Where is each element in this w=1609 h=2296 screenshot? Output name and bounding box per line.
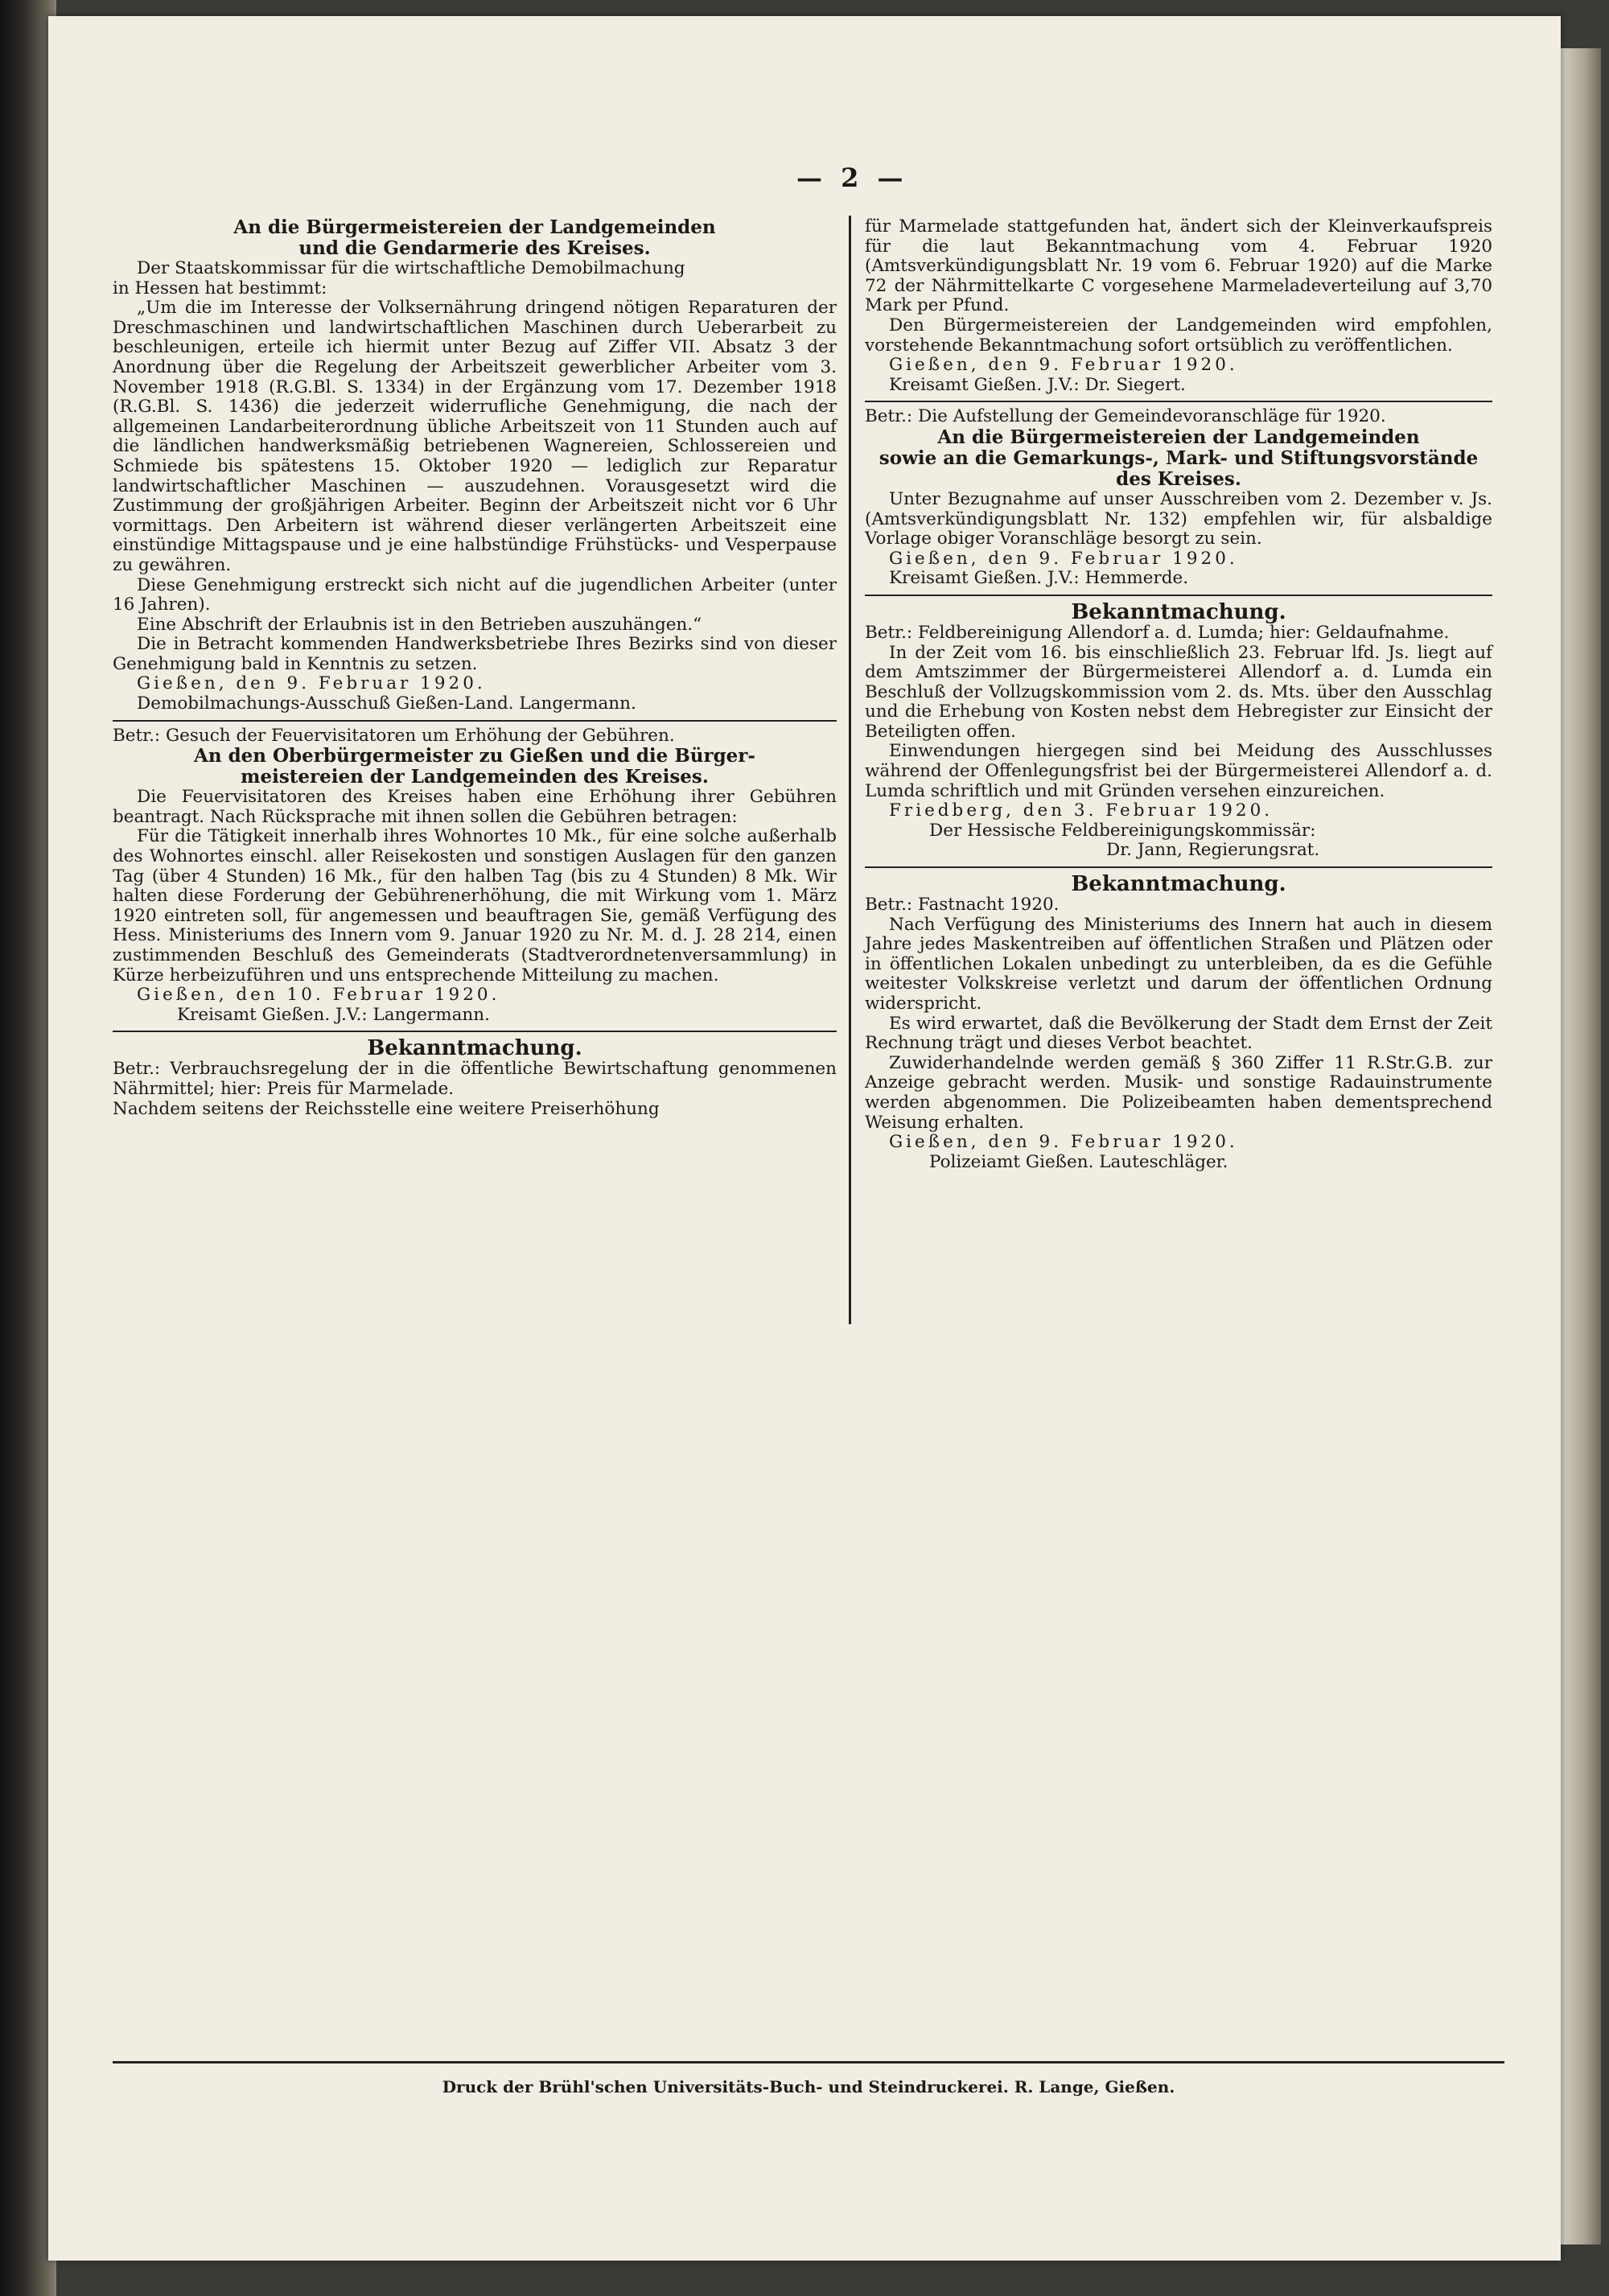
notice-heading: meistereien der Landgemeinden des Kreises. — [241, 766, 709, 788]
notice-feuervisitatoren — [113, 726, 837, 1026]
notice-signature: Dr. Jann, Regierungsrat. — [1106, 840, 1320, 861]
notice-date: Gießen, den 9. Februar 1920. — [889, 1132, 1238, 1153]
notice-heading: Bekanntmachung. — [1071, 872, 1286, 897]
notice-date: Gießen, den 9. Februar 1920. — [889, 355, 1238, 376]
notice-body: Diese Genehmigung erstreckt sich nicht auf die jugendlichen Arbeiter (unter 16 Jahren). — [113, 574, 837, 615]
notice-heading: Bekanntmachung. — [367, 1036, 582, 1061]
notice-subject: Betr.: Fastnacht 1920. — [865, 895, 1060, 916]
notice-heading: und die Gendarmerie des Kreises. — [298, 237, 651, 259]
notice-body: Einwendungen hiergegen sind bei Meidung des Ausschlusses während der Offenlegungsfrist bei der Bürgermeisterei Allendorf a. d. Lumda schriftlich und mit Gründen versehen einzureichen. — [865, 741, 1492, 801]
notice-signature: Polizeiamt Gießen. Lauteschläger. — [929, 1151, 1228, 1172]
section-rule — [865, 401, 1492, 402]
notice-intro: Der Staatskommissar für die wirtschaftliche Demobilmachung — [137, 258, 685, 278]
page-stack-edge — [1561, 48, 1601, 2245]
section-rule — [865, 595, 1492, 596]
notice-body: Nach Verfügung des Ministeriums des Innern hat auch in diesem Jahre jedes Maskentreiben auf öffentlichen Straßen und Plätzen oder in öffentlichen Lokalen unbedingt zu unterbleiben, da es die Gefühle weitester Volkskreise verletzt und darum der öffentlichen Ordnung widerspricht. — [865, 914, 1492, 1014]
notice-body: Es wird erwartet, daß die Bevölkerung der Stadt dem Ernst der Zeit Rechnung trägt und dieses Verbot beachtet. — [865, 1013, 1492, 1054]
left-column — [113, 217, 837, 1119]
footer-rule — [113, 2061, 1504, 2064]
printer-imprint: Druck der Brühl'schen Universitäts-Buch- und Steindruckerei. R. Lange, Gießen. — [442, 2077, 1175, 2096]
notice-heading: des Kreises. — [1116, 467, 1241, 490]
notice-date: Friedberg, den 3. Februar 1920. — [889, 800, 1274, 821]
notice-body: Zuwiderhandelnde werden gemäß § 360 Ziffer 11 R.Str.G.B. zur Anzeige gebracht werden. Musik- und sonstige Radauinstrumente werden abgenommen. Die Polizeibeamten haben dementsprechend Weisung erhalten. — [865, 1052, 1492, 1133]
section-rule — [113, 1031, 837, 1032]
notice-voranschlaege — [865, 407, 1492, 589]
notice-body: für Marmelade stattgefunden hat, ändert sich der Kleinverkaufspreis für die laut Bekanntmachung vom 4. Februar 1920 (Amtsverkündigungsblatt Nr. 19 vom 6. Februar 1920) auf die Marke 72 der Nährmittelkarte C vorgesehene Marmeladeverteilung auf 3,70 Mark per Pfund. — [865, 216, 1492, 316]
notice-body: Den Bürgermeistereien der Landgemeinden wird empfohlen, vorstehende Bekanntmachung sofort ortsüblich zu veröffentlichen. — [865, 315, 1492, 356]
notice-body: Die in Betracht kommenden Handwerksbetriebe Ihres Bezirks sind von dieser Genehmigung bald in Kenntnis zu setzen. — [113, 634, 837, 674]
notice-body: Die Feuervisitatoren des Kreises haben eine Erhöhung ihrer Gebühren beantragt. Nach Rücksprache mit ihnen sollen die Gebühren betragen: — [113, 787, 837, 827]
right-column — [865, 217, 1492, 1172]
section-rule — [865, 866, 1492, 868]
notice-demobilmachung — [113, 217, 837, 714]
notice-heading: sowie an die Gemarkungs-, Mark- und Stiftungsvorstände — [879, 446, 1479, 469]
notice-marmelade — [113, 1037, 837, 1119]
notice-signature: Kreisamt Gießen. J.V.: Dr. Siegert. — [889, 374, 1186, 395]
page-number: — 2 — — [796, 163, 908, 193]
notice-signature: Kreisamt Gießen. J.V.: Hemmerde. — [889, 568, 1189, 589]
notice-body: Für die Tätigkeit innerhalb ihres Wohnortes 10 Mk., für eine solche außerhalb des Wohnortes einschl. aller Reisekosten und sonstigen Auslagen für den ganzen Tag (über 4 Stunden) 16 Mk., für den halben Tag (bis zu 4 Stunden) 8 Mk. Wir halten diese Forderung der Gebührenerhöhung, die mit Wirkung vom 1. März 1920 eintreten soll, für angemessen und beauftragen Sie, gemäß Verfügung des Hess. Ministeriums des Innern vom 9. Januar 1920 zu Nr. M. d. J. 28 214, einen zustimmenden Beschluß des Gemeinderats (Stadtverordnetenversammlung) in Kürze herbeizuführen und uns entsprechende Mitteilung zu machen. — [113, 826, 837, 985]
notice-date: Gießen, den 10. Februar 1920. — [137, 985, 500, 1006]
notice-intro: in Hessen hat bestimmt: — [113, 278, 327, 298]
notice-feldbereinigung — [865, 601, 1492, 861]
notice-body: Nachdem seitens der Reichsstelle eine weitere Preiserhöhung — [113, 1098, 660, 1119]
notice-marmelade-continued — [865, 217, 1492, 395]
notice-heading: Bekanntmachung. — [1071, 599, 1286, 624]
notice-heading: An den Oberbürgermeister zu Gießen und die Bürger- — [194, 745, 755, 767]
section-rule — [113, 720, 837, 722]
notice-body: In der Zeit vom 16. bis einschließlich 23. Februar lfd. Js. liegt auf dem Amtszimmer der Bürgermeisterei Allendorf a. d. Lumda ein Beschluß der Vollzugskommission vom 2. ds. Mts. über den Ausschlag und die Erhebung von Kosten nebst dem Hebregister zur Einsicht der Beteiligten offen. — [865, 642, 1492, 742]
notice-body: „Um die im Interesse der Volksernährung dringend nötigen Reparaturen der Dreschmaschinen und landwirtschaftlichen Maschinen durch Ueberarbeit zu beschleunigen, erteile ich hiermit unter Bezug auf Ziffer VII. Absatz 3 der Anordnung über die Regelung der Arbeitszeit gewerblicher Arbeiter vom 3. November 1918 (R.G.Bl. S. 1334) in der Ergänzung vom 17. Dezember 1918 (R.G.Bl. S. 1436) die jederzeit widerrufliche Genehmigung, die nach der allgemeinen Landarbeiterordnung übliche Arbeitszeit von 11 Stunden auch auf die ländlichen handwerksmäßig betriebenen Wagnereien, Schlossereien und Schmiede bis spätestens 15. Oktober 1920 — lediglich zur Reparatur landwirtschaftlicher Maschinen — auszudehnen. Vorausgesetzt wird die Zustimmung der großjährigen Arbeiter. Beginn der Arbeitszeit nicht vor 6 Uhr vormittags. Den Arbeitern ist während dieser verlängerten Arbeitszeit eine einstündige Mittagspause und je eine halbstündige Frühstücks- und Vesperpause zu gewähren. — [113, 298, 837, 575]
notice-subject: Betr.: Gesuch der Feuervisitatoren um Erhöhung der Gebühren. — [113, 725, 675, 746]
notice-subject: Betr.: Die Aufstellung der Gemeindevoranschläge für 1920. — [865, 406, 1386, 427]
notice-date: Gießen, den 9. Februar 1920. — [137, 673, 486, 694]
notice-date: Gießen, den 9. Februar 1920. — [889, 548, 1238, 569]
notice-subject: Betr.: Verbrauchsregelung der in die öffentliche Bewirtschaftung genommenen Nährmittel; hier: Preis für Marmelade. — [113, 1059, 837, 1099]
notice-heading: An die Bürgermeistereien der Landgemeinden — [233, 216, 716, 238]
notice-signature: Demobilmachungs-Ausschuß Gießen-Land. Langermann. — [137, 693, 636, 714]
notice-fastnacht — [865, 873, 1492, 1172]
notice-body: Eine Abschrift der Erlaubnis ist in den Betrieben auszuhängen.“ — [137, 614, 702, 635]
column-divider — [849, 216, 851, 1324]
notice-signature: Der Hessische Feldbereinigungskommissär: — [929, 820, 1316, 841]
notice-signature: Kreisamt Gießen. J.V.: Langermann. — [177, 1004, 490, 1025]
notice-heading: An die Bürgermeistereien der Landgemeinden — [937, 426, 1420, 448]
notice-subject: Betr.: Feldbereinigung Allendorf a. d. Lumda; hier: Geldaufnahme. — [865, 622, 1450, 643]
notice-body: Unter Bezugnahme auf unser Ausschreiben vom 2. Dezember v. Js. (Amtsverkündigungsblatt Nr. 132) empfehlen wir, für alsbaldige Vorlage obiger Voranschläge besorgt zu sein. — [865, 488, 1492, 549]
